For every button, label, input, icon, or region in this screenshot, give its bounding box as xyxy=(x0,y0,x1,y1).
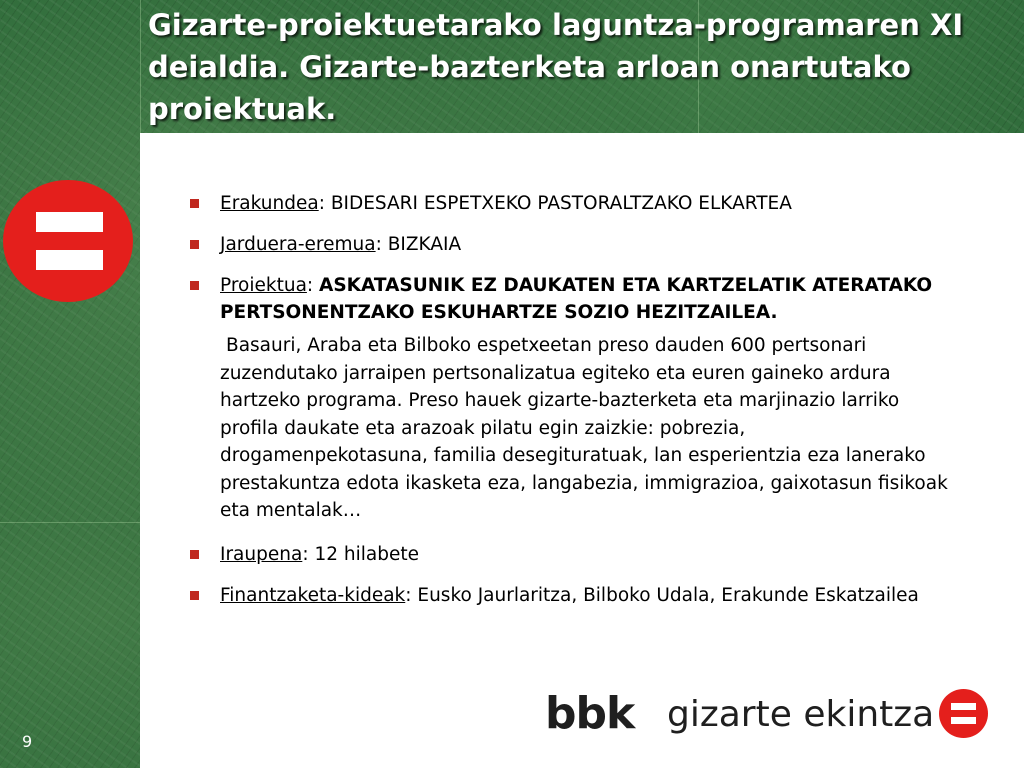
logo-bar-top xyxy=(36,212,103,232)
item-value: BIDESARI ESPETXEKO PASTORALTZAKO ELKARTEA xyxy=(330,193,792,214)
brand-text: gizarte ekintza xyxy=(667,694,935,735)
item-value: BIZKAIA xyxy=(387,234,462,255)
list-item-finantzaketa xyxy=(188,582,948,609)
item-separator: : xyxy=(302,543,315,565)
list-item-iraupena xyxy=(188,541,948,568)
slide-title: Gizarte-proiektuetarako laguntza-programaren XI deialdia. Gizarte-bazterketa arloan onartutako proiektuak. xyxy=(148,8,964,126)
logo-bar-bottom xyxy=(36,250,103,270)
bbk-equals-logo-icon xyxy=(939,689,988,738)
square-bullet-icon xyxy=(190,240,199,249)
item-label: Jarduera-eremua xyxy=(220,234,376,255)
logo-bar-top xyxy=(951,703,976,710)
project-description: Basauri, Araba eta Bilboko espetxeetan preso dauden 600 pertsonari zuzendutako jarraipen pertsonalizatua egiteko eta euren gaineko ardura hartzeko programa. Preso hauek gizarte-bazterketa eta marjinazio larriko profila daukate eta arazoak pilatu egin zaizkie: pobrezia, drogamenpekotasuna, familia desegituratuak, lan esperientzia eza lanerako prestakuntza edota ikasketa eza, langabezia, immigrazioa, gaixotasun fisikoak eta mentalak… xyxy=(220,335,948,521)
square-bullet-icon xyxy=(190,591,199,600)
grid-line xyxy=(0,522,140,523)
item-separator: : xyxy=(306,275,320,296)
square-bullet-icon xyxy=(190,281,199,290)
item-label: Erakundea xyxy=(220,193,319,214)
project-details-list xyxy=(188,190,948,623)
bbk-equals-logo-icon xyxy=(3,180,133,302)
item-label: Proiektua xyxy=(220,275,307,296)
square-bullet-icon xyxy=(190,199,199,208)
item-label: Iraupena xyxy=(220,543,303,565)
item-separator: : xyxy=(318,193,331,214)
item-value: 12 hilabete xyxy=(314,543,419,565)
brand-logo xyxy=(545,688,990,740)
item-value: Eusko Jaurlaritza, Bilboko Udala, Erakunde Eskatzailea xyxy=(417,584,919,606)
grid-line xyxy=(140,0,141,133)
list-item-proiektua xyxy=(188,272,948,326)
item-separator: : xyxy=(405,584,418,606)
brand-mark: bbk xyxy=(545,688,635,739)
square-bullet-icon xyxy=(190,550,199,559)
page-number: 9 xyxy=(22,732,33,751)
project-name: ASKATASUNIK EZ DAUKATEN ETA KARTZELATIK ATERATAKO PERTSONENTZAKO ESKUHARTZE SOZIO HEZITZAILEA. xyxy=(220,275,933,323)
list-item-jarduera-eremua xyxy=(188,231,948,258)
item-label: Finantzaketa-kideak xyxy=(220,584,406,606)
list-item-erakundea xyxy=(188,190,948,217)
item-separator: : xyxy=(375,234,388,255)
logo-bar-bottom xyxy=(951,717,976,724)
